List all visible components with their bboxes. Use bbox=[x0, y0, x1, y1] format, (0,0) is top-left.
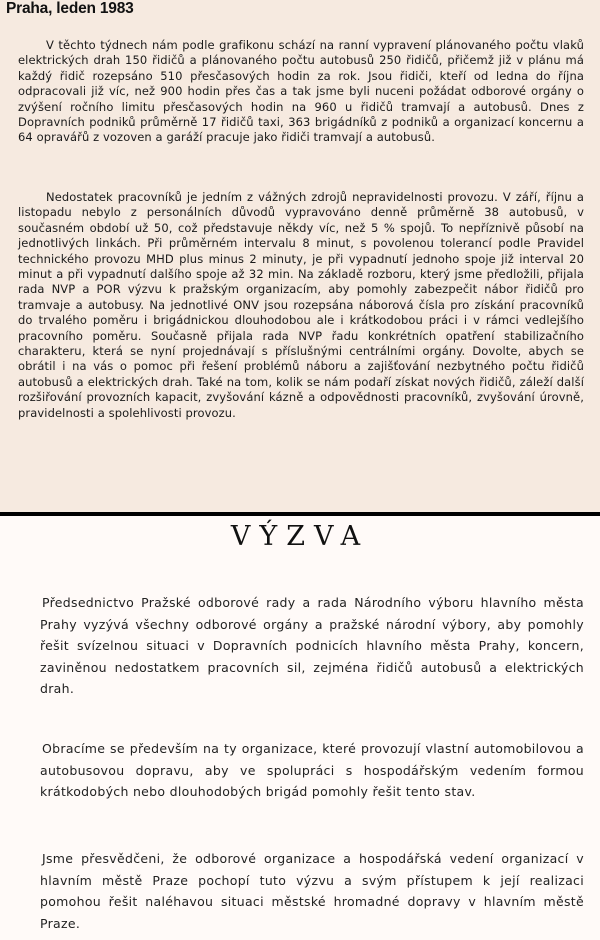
appeal-paragraph-1: Předsednictvo Pražské odborové rady a rada Národního výboru hlavního města Prahy vyzývá všechny odborové orgány a pražské národní výbory, aby pomohly řešit svízelnou situaci v Dopravních podnicích hlavního města Prahy, koncern, zaviněnou nedostatkem pracovních sil, zejména řidičů autobusů a elektrických drah. bbox=[40, 595, 584, 697]
article-paragraph-2: Nedostatek pracovníků je jedním z vážných zdrojů nepravidelnosti provozu. V září, říjnu a listopadu nebylo z personálních důvodů vypravováno denně průměrně 38 autobusů, v současném období už 50, což představuje někdy víc, než 5 % spojů. To nepříznivě působí na jednotlivých linkách. Při průměrném intervalu 8 minut, s povolenou tolerancí podle Pravidel technického provozu MHD plus minus 2 minuty, je při vypadnutí jednoho spoje již interval 20 minut a při vypadnutí dalšího spoje až 32 min. Na základě rozboru, který jsme předložili, přijala rada NVP a POR výzvu k pražským organizacím, aby pomohly zabezpečit nábor řidičů pro tramvaje a autobusy. Na jednotlivé ONV jsou rozepsána náborová čísla pro získání pracovníků do trvalého poměru i brigádnickou dlouhodobou ale i krátkodobou práci i v rámci vedlejšího pracovního poměru. Současně přijala rada NVP řadu konkrétních opatření stabilizačního charakteru, která se nyní projednávají s příslušnými centrálními orgány. Dovolte, abych se obrátil i na vás o pomoc při řešení problémů náboru a zajišťování nezbytného počtu řidičů autobusů a elektrických drah. Také na tom, kolik se nám podaří získat nových řidičů, záleží další rozšiřování provozních kapacit, zvyšování kázně a odpovědnosti pracovníků, zvyšování úrovně, pravidelnosti a spolehlivosti provozu. bbox=[18, 190, 584, 420]
appeal-paragraph-2: Obracíme se především na ty organizace, které provozují vlastní automobilovou a autobusovou dopravu, aby ve spolupráci s hospodářským vedením formou krátkodobých nebo dlouhodobých brigád pomohly řešit tento stav. bbox=[40, 741, 584, 800]
appeal-title: VÝZVA bbox=[230, 521, 370, 552]
article-paragraph-1: V těchto týdnech nám podle grafikonu schází na ranní vypravení plánovaného počtu vlaků elektrických drah 150 řidičů a plánovaného počtu autobusů 250 řidičů, přičemž již v plánu má každý řidič rozepsáno 510 přesčasových hodin za rok. Jsou řidiči, kteří od ledna do října odpracovali již víc, než 900 hodin přes čas a tak jsme byli nuceni požádat odborové orgány o zvýšení ročního limitu přesčasových hodin na 960 u řidičů tramvají a autobusů. Dnes z Dopravních podniků průměrně 17 řidičů taxi, 363 brigádníků z podniků a organizací koncernu a 64 opravářů z vozoven a garáží pracuje jako řidiči tramvají a autobusů. bbox=[18, 38, 584, 145]
appeal-paragraph-3: Jsme přesvědčeni, že odborové organizace a hospodářská vedení organizací v hlavním městě Praze pochopí tuto výzvu a svým přístupem k její realizaci pomohou řešit naléhavou situaci městské hromadné dopravy v hlavním městě Praze. bbox=[40, 851, 584, 931]
page-heading: Praha, leden 1983 bbox=[6, 0, 134, 17]
